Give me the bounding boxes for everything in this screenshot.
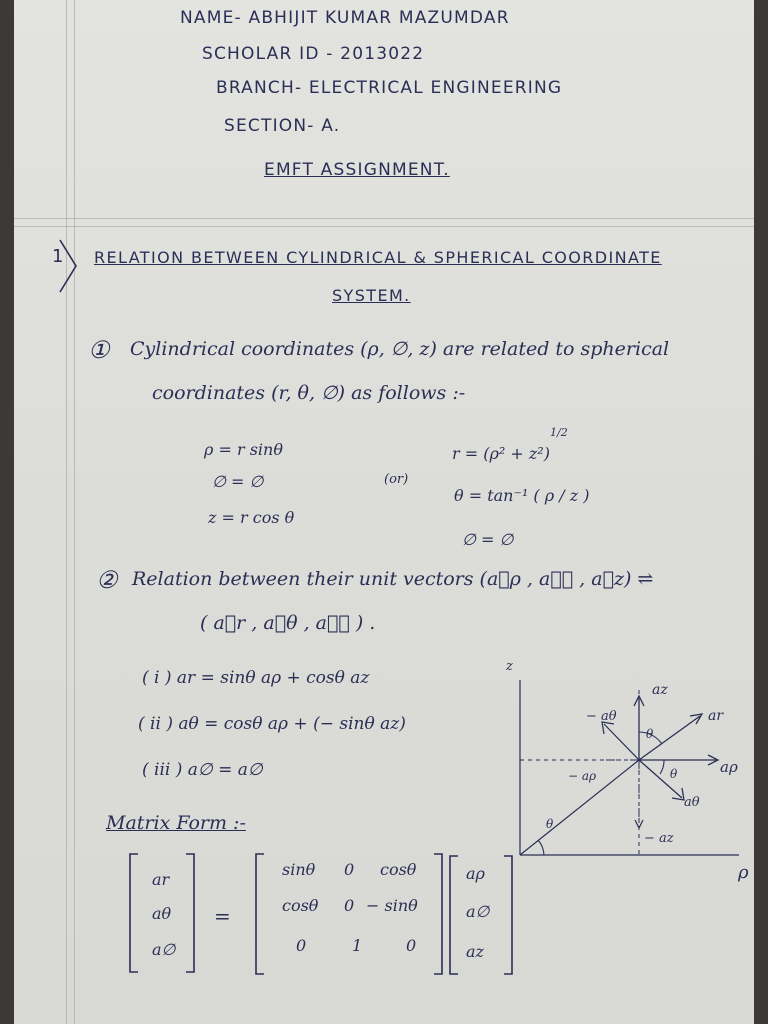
part2-line2: ( a⃗r , a⃗θ , a⃗∅ ) .	[200, 612, 376, 634]
matrix-brackets	[124, 850, 524, 980]
label-atheta: aθ	[684, 795, 700, 810]
label-theta-origin: θ	[546, 817, 554, 831]
section: SECTION- A.	[224, 116, 341, 136]
student-name: NAME- ABHIJIT KUMAR MAZUMDAR	[180, 8, 510, 28]
eq-phi: ∅ = ∅	[212, 472, 264, 491]
matrix-heading: Matrix Form :-	[106, 812, 246, 834]
unit-vector-diagram	[494, 650, 754, 890]
lhs-ar: ar	[152, 870, 170, 889]
assignment-title: EMFT ASSIGNMENT.	[264, 160, 450, 180]
m33: 0	[406, 936, 417, 955]
eq-rho: ρ = r sinθ	[204, 440, 283, 459]
m21: cosθ	[282, 896, 319, 915]
lhs-atheta: aθ	[152, 904, 172, 923]
notebook-page	[14, 0, 754, 1024]
rhs-aphi: a∅	[466, 902, 490, 921]
m31: 0	[296, 936, 307, 955]
label-theta-top: θ	[646, 727, 654, 741]
axis-rho-label: ρ	[738, 862, 749, 883]
label-az: az	[652, 682, 668, 698]
eq-r: r = (ρ² + z²)	[452, 444, 550, 463]
m22: 0	[344, 896, 355, 915]
header-separator	[14, 226, 754, 227]
part1-line1: Cylindrical coordinates (ρ, ∅, z) are related to spherical	[130, 338, 670, 360]
eq-or: (or)	[384, 472, 409, 487]
eq-phi-right: ∅ = ∅	[462, 530, 514, 549]
matrix-equals: =	[214, 904, 231, 928]
label-ar: ar	[708, 708, 724, 724]
eq-z: z = r cos θ	[208, 508, 295, 527]
axis-z-label: z	[506, 659, 513, 674]
eq-aphi: ( iii ) a∅ = a∅	[142, 760, 263, 780]
eq-ar: ( i ) ar = sinθ aρ + cosθ az	[142, 668, 370, 688]
eq-r-exponent: 1/2	[550, 426, 568, 439]
rhs-az: az	[466, 942, 484, 961]
part1-marker: ①	[88, 336, 110, 364]
label-neg-atheta: − aθ	[586, 709, 617, 724]
label-neg-az: − az	[644, 831, 674, 846]
m32: 1	[352, 936, 363, 955]
part2-marker: ②	[96, 566, 118, 594]
label-theta-mid: θ	[670, 767, 678, 781]
branch: BRANCH- ELECTRICAL ENGINEERING	[216, 78, 563, 98]
part2-line1: Relation between their unit vectors (a⃗ρ , a⃗∅ , a⃗z) ⇌	[132, 568, 654, 590]
m13: cosθ	[380, 860, 417, 879]
question-title-line2: SYSTEM.	[332, 286, 411, 305]
eq-theta: θ = tan⁻¹ ( ρ / z )	[454, 486, 590, 505]
m12: 0	[344, 860, 355, 879]
lhs-aphi: a∅	[152, 940, 176, 959]
m23: − sinθ	[366, 896, 418, 915]
eq-atheta: ( ii ) aθ = cosθ aρ + (− sinθ az)	[138, 714, 406, 734]
margin-line	[74, 0, 75, 1024]
part1-line2: coordinates (r, θ, ∅) as follows :-	[152, 382, 466, 404]
label-neg-arho: − aρ	[568, 769, 597, 783]
m11: sinθ	[282, 860, 316, 879]
header-separator	[14, 218, 754, 219]
question-bracket-icon	[58, 236, 80, 296]
rhs-arho: aρ	[466, 864, 485, 883]
question-title-line1: RELATION BETWEEN CYLINDRICAL & SPHERICAL COORDINATE	[94, 248, 662, 267]
question-number: 1	[52, 246, 65, 267]
label-arho: aρ	[720, 758, 738, 776]
margin-line	[66, 0, 67, 1024]
scholar-id: SCHOLAR ID - 2013022	[202, 44, 425, 64]
